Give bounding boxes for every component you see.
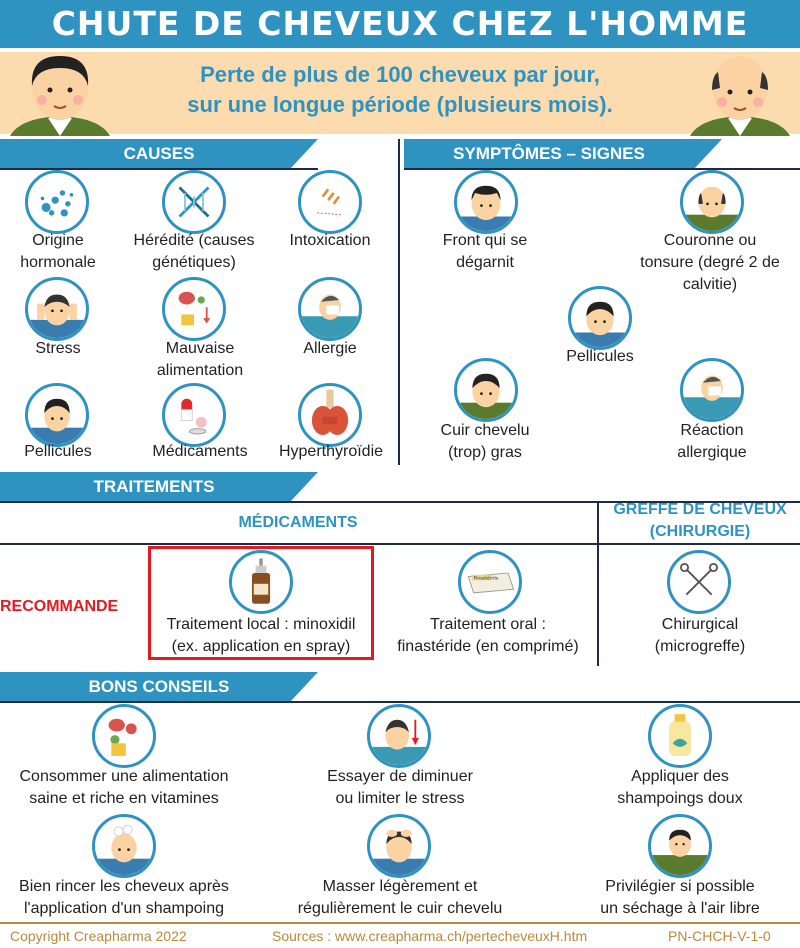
oily-scalp-icon [454,358,518,422]
allergic-reaction-icon [680,358,744,422]
treatment-label-finasteride: Traitement oral : finastéride (en comprimé) [397,616,579,655]
recommended-label: RECOMMANDE [0,598,119,615]
advice-underline [0,701,800,703]
advice-label-stress: Essayer de diminuer ou limiter le stress [327,768,473,807]
symptoms-heading: SYMPTÔMES – SIGNES [453,144,645,163]
air-dry-icon [648,814,712,878]
surgery-heading: GREFFE DE CHEVEUX (CHIRURGIE) [613,501,787,540]
treatment-label-surgery: Chirurgical (microgreffe) [654,616,746,655]
advice-label-diet: Consommer une alimentation saine et riche en vitamines [19,768,229,807]
man-right-illustration [690,48,790,136]
treatments-heading: TRAITEMENTS [93,477,215,496]
dandruff-man-icon [25,383,89,447]
page-title: CHUTE DE CHEVEUX CHEZ L'HOMME [0,0,800,48]
symptom-label-dandruff: Pellicules [566,348,634,365]
cause-label-diet: Mauvaise alimentation [156,340,244,379]
cause-label-dandruff: Pellicules [24,443,92,460]
footer-copyright: Copyright Creapharma 2022 [10,928,187,944]
tablet-box-icon [458,550,522,614]
dandruff-symptom-icon [568,286,632,350]
footer-divider [0,922,800,924]
advice-heading: BONS CONSEILS [88,677,230,696]
treatment-label-minoxidil: Traitement local : minoxidil (ex. application en spray) [166,616,356,655]
healthy-food-icon [92,704,156,768]
surgical-tools-icon [667,550,731,614]
stressed-man-icon [25,277,89,341]
footer-sources[interactable]: Sources : www.creapharma.ch/pertecheveuxH.htm [272,928,588,944]
subtitle-line-2: sur une longue période (plusieurs mois). [187,92,613,117]
pills-icon [162,383,226,447]
reduce-stress-icon [367,704,431,768]
advice-label-massage: Masser légèrement et régulièrement le cuir chevelu [297,878,503,917]
subtitle-text [110,60,690,120]
advice-label-shampoo: Appliquer des shampoings doux [617,768,743,807]
medications-underline [0,543,800,545]
cause-label-hyperthyroidism: Hyperthyroïdie [278,443,384,460]
medications-heading: MÉDICAMENTS [238,514,358,531]
cause-label-hormonal: Origine hormonale [20,232,96,271]
cigarette-icon [298,170,362,234]
medications-surgery-divider [597,501,599,666]
spray-bottle-icon [229,550,293,614]
causes-heading: CAUSES [123,144,195,163]
advice-label-rinse: Bien rincer les cheveux après l'application d'un shampoing [19,878,229,917]
symptom-label-allergic-reaction: Réaction allergique [677,422,747,461]
cause-label-stress: Stress [35,340,81,357]
allergy-man-icon [298,277,362,341]
hormone-icon [25,170,89,234]
cause-label-heredity: Hérédité (causes génétiques) [133,232,255,271]
advice-label-air-dry: Privilégier si possible un séchage à l'air libre [600,878,760,917]
symptom-label-oily-scalp: Cuir chevelu (trop) gras [440,422,530,461]
receding-hairline-icon [454,170,518,234]
dna-icon [162,170,226,234]
cause-label-medication: Médicaments [152,443,248,460]
symptom-label-crown: Couronne ou tonsure (degré 2 de calvitie) [640,232,780,293]
scalp-massage-icon [367,814,431,878]
crown-baldness-icon [680,170,744,234]
causes-underline [0,168,318,170]
cause-label-intoxication: Intoxication [289,232,371,249]
box-text: Finastéride [473,576,499,582]
symptom-label-forehead: Front qui se dégarnit [442,232,528,271]
rinse-hair-icon [92,814,156,878]
causes-symptoms-divider [398,139,400,465]
shampoo-bottle-icon [648,704,712,768]
footer-code: PN-CHCH-V-1-0 [668,928,771,944]
subtitle-line-1: Perte de plus de 100 cheveux par jour, [200,62,600,87]
food-icon [162,277,226,341]
cause-label-allergy: Allergie [303,340,357,357]
man-left-illustration [10,48,110,136]
thyroid-icon [298,383,362,447]
symptoms-underline [404,168,800,170]
